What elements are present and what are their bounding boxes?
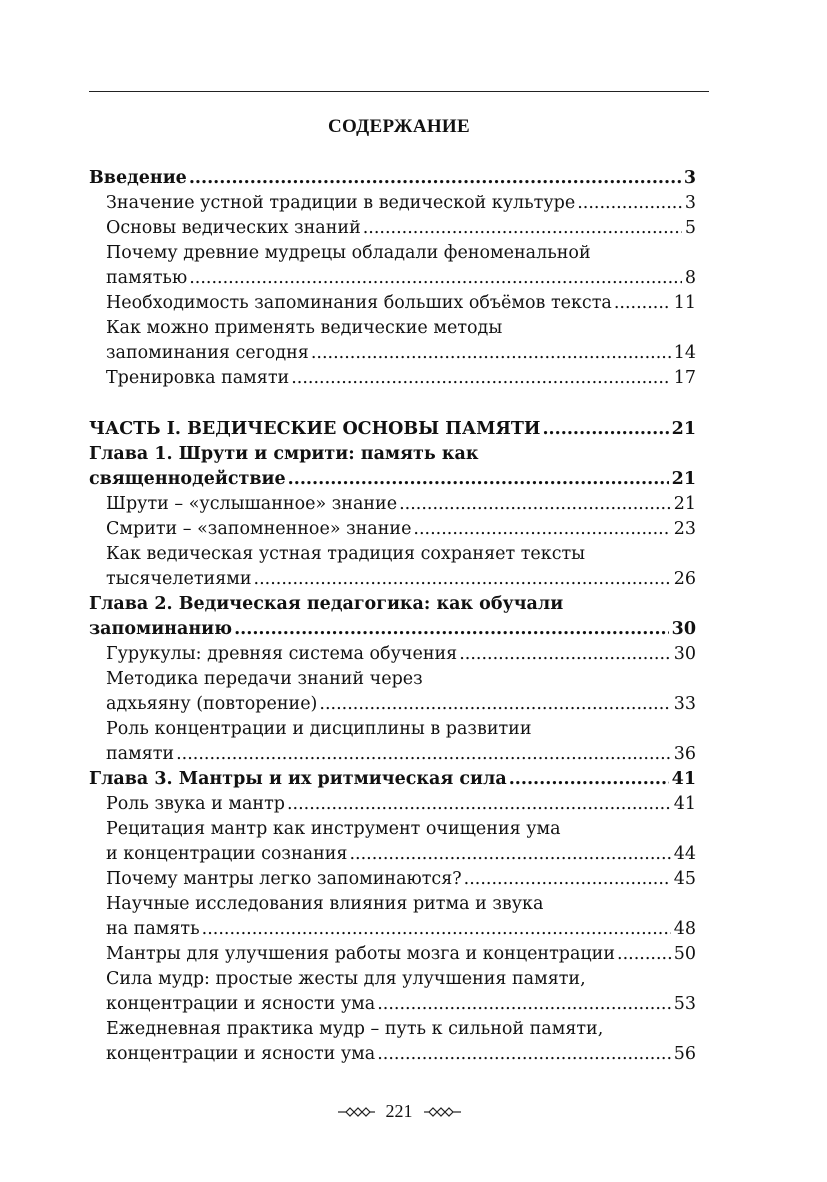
toc-entry-title-line: Рецитация мантр как инструмент очищения ума [106,819,561,839]
toc-page-number: 33 [673,694,696,714]
toc-page-number: 21 [673,494,696,514]
page-footer [89,1101,709,1122]
toc-entry-leader-line [106,842,696,867]
toc-section-entry[interactable] [89,892,696,942]
toc-entry-leader-line [106,266,696,291]
toc-page-number: 48 [673,919,696,939]
top-rule [89,91,709,92]
toc-dot-leader [542,417,668,442]
toc-page-number: 3 [684,193,696,213]
toc-dot-leader [189,166,681,191]
toc-entry-leader-line [106,742,696,767]
toc-entry-title: Почему мантры легко запоминаются? [106,869,462,889]
toc-page-number: 53 [673,994,696,1014]
page-number: 221 [385,1101,413,1121]
toc-page-number: 21 [671,469,696,489]
toc-group-introduction [89,166,696,391]
toc-entry-leader-line [106,341,696,366]
toc-section-entry[interactable] [89,867,696,892]
toc-dot-leader [287,792,671,817]
toc-page-number: 44 [673,844,696,864]
toc-section-entry[interactable] [89,492,696,517]
toc-page-number: 21 [671,419,696,439]
toc-entry-leader-line [89,417,696,442]
toc-entry-leader-line [106,642,696,667]
toc-entry-leader-line [89,467,696,492]
toc-dot-leader [614,291,671,316]
toc-dot-leader [399,492,671,517]
toc-entry-leader-line [106,366,696,391]
toc-entry-title: Необходимость запоминания больших объёмов текста [106,293,612,313]
toc-entry-title-line: Как ведическая устная традиция сохраняет тексты [106,544,586,564]
toc-entry-title-line: Роль концентрации и дисциплины в развитии [106,719,532,739]
toc-section-entry[interactable] [89,191,696,216]
toc-entry-leader-line [106,492,696,517]
toc-dot-leader [291,366,671,391]
toc-section-entry[interactable] [89,717,696,767]
toc-dot-leader [189,266,682,291]
toc-entry-leader-line [106,867,696,892]
toc-page-number: 5 [684,218,696,238]
toc-entry-title: Смрити – «запомненное» знание [106,519,412,539]
toc-page-number: 30 [671,619,696,639]
toc-entry-leader-line [106,917,696,942]
toc-page-number: 56 [673,1044,696,1064]
toc-entry-title: Тренировка памяти [106,368,290,388]
ornament-right-icon [423,1105,463,1119]
toc-section-entry[interactable] [89,967,696,1017]
toc-entry-leader-line [106,517,696,542]
toc-entry-leader-line [106,191,696,216]
toc-entry-title: запоминания сегодня [106,343,309,363]
toc-entry-title: Шрути – «услышанное» знание [106,494,398,514]
toc-dot-leader [459,642,671,667]
toc-entry-leader-line [106,992,696,1017]
toc-entry-title: Основы ведических знаний [106,218,361,238]
toc-entry-title: концентрации и ясности ума [106,994,376,1014]
toc-dot-leader [509,767,669,792]
toc-dot-leader [202,917,671,942]
toc-entry-leader-line [106,567,696,592]
toc-page-number: 30 [673,644,696,664]
toc-entry-title-line: Ежедневная практика мудр – путь к сильной памяти, [106,1019,604,1039]
toc-entry-leader-line [106,216,696,241]
toc-group-part-one [89,417,696,1067]
toc-entry-title: Гурукулы: древняя система обучения [106,644,458,664]
toc-entry-title: и концентрации сознания [106,844,348,864]
toc-section-entry[interactable] [89,216,696,241]
toc-entry-leader-line [106,291,696,316]
toc-entry-title-line: Методика передачи знаний через [106,669,423,689]
toc-entry-title: Значение устной традиции в ведической культуре [106,193,576,213]
toc-section-entry[interactable] [89,316,696,366]
toc-entry-title: адхьяяну (повторение) [106,694,318,714]
toc-entry-title: Мантры для улучшения работы мозга и концентрации [106,944,615,964]
toc-entry-leader-line [89,617,696,642]
toc-entry-title-line: Глава 2. Ведическая педагогика: как обучали [89,594,564,614]
toc-dot-leader [577,191,682,216]
table-of-contents [89,166,696,1067]
toc-entry-title-line: Глава 1. Шрути и смрити: память как [89,444,479,464]
toc-dot-leader [377,1042,671,1067]
toc-entry-title: тысячелетиями [106,569,252,589]
toc-dot-leader [413,517,670,542]
toc-page-number: 36 [673,744,696,764]
toc-section-entry[interactable] [89,642,696,667]
toc-entry-leader-line [89,767,696,792]
toc-entry-leader-line [106,792,696,817]
toc-section-entry[interactable] [89,1017,696,1067]
toc-entry-title: концентрации и ясности ума [106,1044,376,1064]
toc-dot-leader [176,742,671,767]
toc-dot-leader [464,867,671,892]
toc-chapter-entry[interactable] [89,166,696,191]
toc-entry-title-line: Почему древние мудрецы обладали феноменальной [106,243,591,263]
toc-section-entry[interactable] [89,366,696,391]
toc-dot-leader [349,842,670,867]
toc-section-entry[interactable] [89,542,696,592]
toc-dot-leader [319,692,670,717]
toc-page-number: 3 [683,168,696,188]
toc-dot-leader [254,567,671,592]
toc-dot-leader [363,216,682,241]
toc-page-number: 14 [673,343,696,363]
toc-dot-leader [288,467,669,492]
page-title: СОДЕРЖАНИЕ [328,116,470,137]
toc-entry-title-line: Научные исследования влияния ритма и звука [106,894,544,914]
toc-entry-title: Введение [89,168,187,188]
toc-section-entry[interactable] [89,241,696,291]
toc-chapter-entry[interactable] [89,767,696,792]
toc-section-entry[interactable] [89,942,696,967]
toc-entry-title: памятью [106,268,188,288]
toc-chapter-entry[interactable] [89,592,696,642]
toc-entry-title: памяти [106,744,175,764]
toc-dot-leader [377,992,671,1017]
toc-section-entry[interactable] [89,817,696,867]
toc-section-entry[interactable] [89,667,696,717]
toc-section-entry[interactable] [89,792,696,817]
toc-entry-leader-line [106,942,696,967]
toc-section-entry[interactable] [89,517,696,542]
toc-entry-title: на память [106,919,200,939]
toc-page-number: 41 [673,794,696,814]
toc-entry-leader-line [106,1042,696,1067]
toc-entry-title: Роль звука и мантр [106,794,285,814]
toc-page-number: 11 [673,293,696,313]
toc-entry-title: ЧАСТЬ I. ВЕДИЧЕСКИЕ ОСНОВЫ ПАМЯТИ [89,419,541,439]
ornament-left-icon [336,1105,376,1119]
toc-page-number: 8 [684,268,696,288]
toc-dot-leader [311,341,671,366]
toc-section-entry[interactable] [89,291,696,316]
toc-entry-title-line: Сила мудр: простые жесты для улучшения памяти, [106,969,586,989]
toc-entry-title: священнодействие [89,469,286,489]
toc-page-number: 45 [673,869,696,889]
toc-page-number: 50 [673,944,696,964]
toc-spacer [89,391,696,417]
toc-dot-leader [617,942,671,967]
toc-entry-leader-line [89,166,696,191]
toc-page-number: 41 [671,769,696,789]
toc-entry-title: Глава 3. Мантры и их ритмическая сила [89,769,507,789]
toc-entry-leader-line [106,692,696,717]
toc-page-number: 23 [673,519,696,539]
toc-entry-title-line: Как можно применять ведические методы [106,318,503,338]
toc-entry-title: запоминанию [89,619,233,639]
toc-page-number: 17 [673,368,696,388]
toc-dot-leader [234,617,669,642]
toc-chapter-entry[interactable] [89,442,696,492]
toc-chapter-entry[interactable] [89,417,696,442]
toc-page-number: 26 [673,569,696,589]
